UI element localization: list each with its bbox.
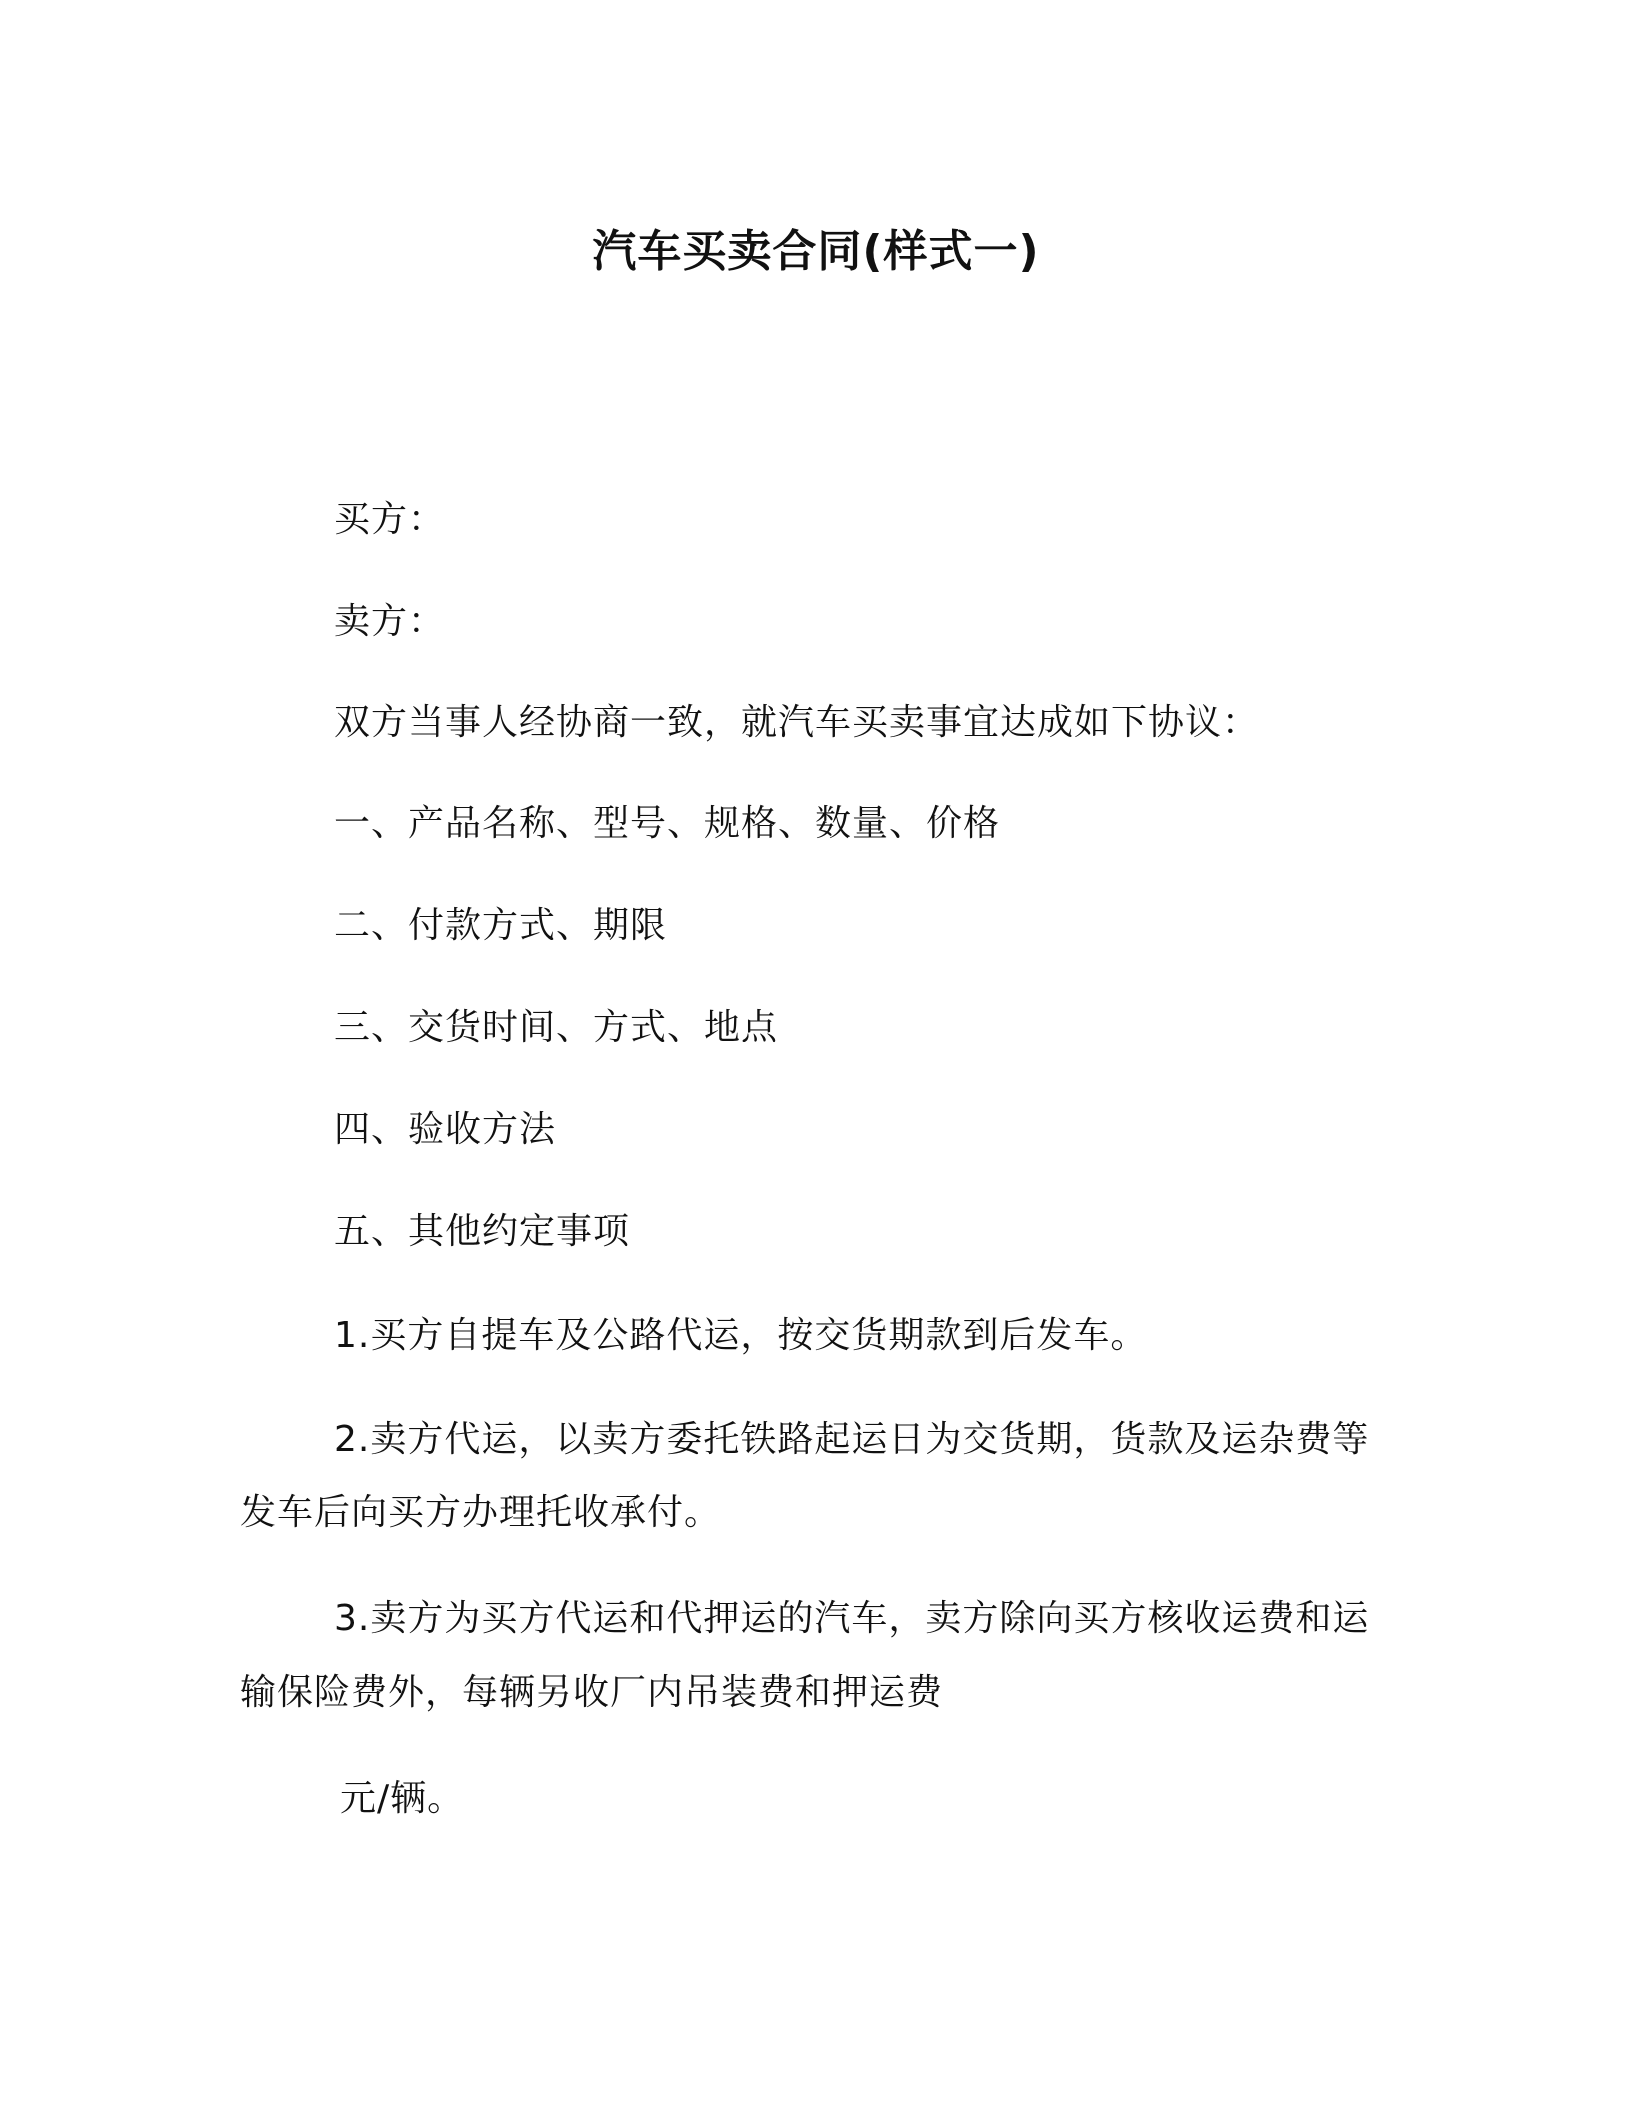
section-heading-4: 四、验收方法 — [334, 1109, 557, 1150]
clause-item-3-line-2: 输保险费外，每辆另收厂内吊装费和押运费 — [240, 1672, 944, 1713]
clause-item-1: 1.买方自提车及公路代运，按交货期款到后发车。 — [334, 1315, 1148, 1356]
section-heading-1: 一、产品名称、型号、规格、数量、价格 — [334, 803, 1001, 844]
clause-item-3-line-1: 3.卖方为买方代运和代押运的汽车，卖方除向买方核收运费和运 — [334, 1598, 1370, 1639]
section-heading-3: 三、交货时间、方式、地点 — [334, 1007, 779, 1048]
seller-label: 卖方： — [334, 601, 446, 642]
buyer-label: 买方： — [334, 499, 446, 540]
clause-item-2-line-1: 2.卖方代运，以卖方委托铁路起运日为交货期，货款及运杂费等 — [334, 1419, 1370, 1460]
section-heading-5: 五、其他约定事项 — [334, 1211, 631, 1252]
clause-item-2-line-2: 发车后向买方办理托收承付。 — [240, 1492, 722, 1533]
document-title: 汽车买卖合同(样式一) — [592, 226, 1040, 277]
intro-paragraph: 双方当事人经协商一致，就汽车买卖事宜达成如下协议： — [334, 702, 1260, 743]
clause-item-3-unit: 元/辆。 — [340, 1778, 465, 1819]
section-heading-2: 二、付款方式、期限 — [334, 905, 668, 946]
